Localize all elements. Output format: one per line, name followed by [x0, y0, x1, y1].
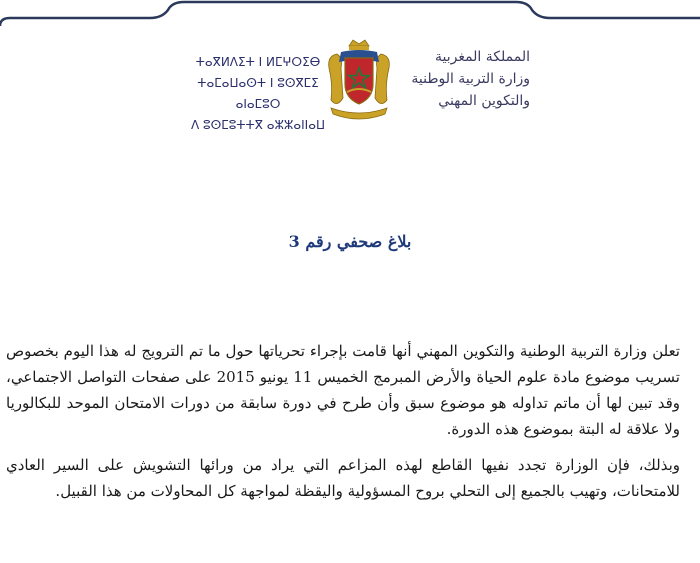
page-frame-line: [0, 0, 700, 30]
arabic-ministry-name: [390, 46, 530, 112]
letterhead: [0, 38, 700, 132]
tifinagh-line: ⵜⴰⴳⵍⴷⵉⵜ ⵏ ⵍⵎⵖⵔⵉⴱ: [195, 55, 321, 69]
body-paragraph: وبذلك، فإن الوزارة تجدد نفيها القاطع لهذه المزاعم التي يراد من ورائها التشويش على السير العادي للامتحانات، وتهيب بالجميع إلى التحلي بروح المسؤولية واليقظة لمواجهة كل المحاولات من هذا القبيل.: [6, 456, 680, 500]
coat-of-arms-icon: [323, 38, 395, 122]
body-paragraph: تعلن وزارة التربية الوطنية والتكوين المهني أنها قامت بإجراء تحرياتها حول ما تم الترويج له هذا اليوم بخصوص تسريب موضوع مادة علوم الحياة والأرض المبرمج الخميس 11 يونيو 2015 على صفحات التواصل الاجتماعي، وقد تبين لها أن ماتم تداوله هو موضوع سبق وأن طرح في دورة سابقة من دورات الامتحان الموحد للبكالوريا ولا علاقة له البتة بموضوع هذه الدورة.: [6, 342, 680, 438]
tifinagh-line: ⴷ ⵓⵙⵎⵓⵜⵜⴳ ⴰⵣⵣⴰⵏⵏⴰⵡ: [190, 118, 326, 132]
arabic-header-line: وزارة التربية الوطنية: [411, 71, 530, 87]
press-release-title: بلاغ صحفي رقم 3: [288, 232, 412, 251]
arabic-header-line: المملكة المغربية: [434, 49, 530, 65]
tifinagh-line: ⵜⴰⵎⴰⵡⴰⵙⵜ ⵏ ⵓⵙⴳⵎⵉ ⴰⵏⴰⵎⵓⵔ: [197, 76, 319, 111]
tifinagh-ministry-name: [188, 52, 328, 136]
arabic-header-line: والتكوين المهني: [438, 93, 530, 109]
